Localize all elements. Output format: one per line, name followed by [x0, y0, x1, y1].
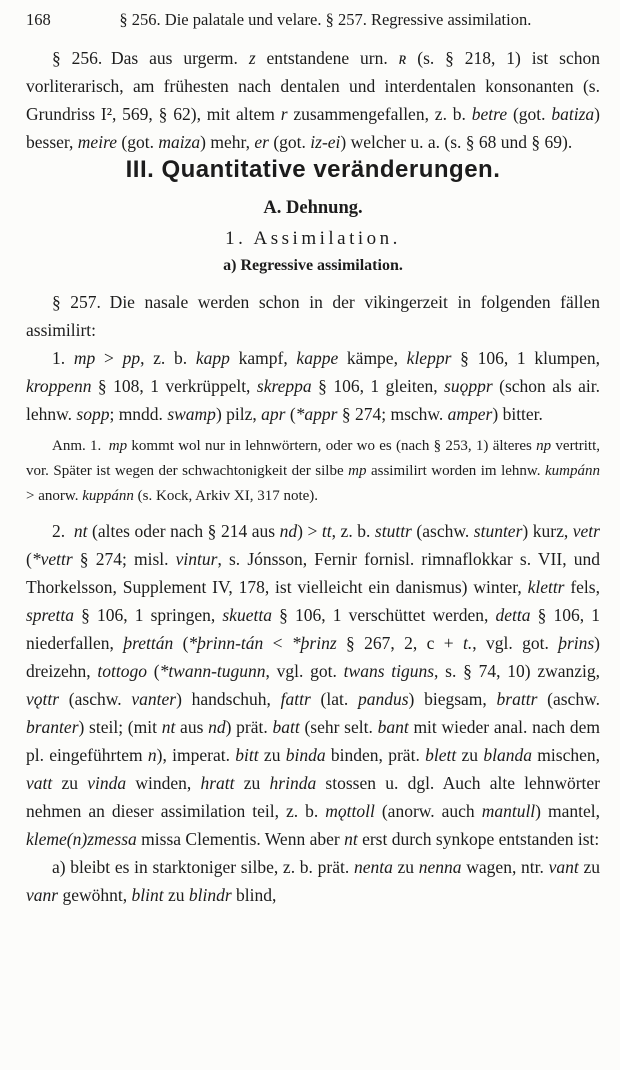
- page-number: 168: [26, 10, 51, 29]
- paragraph-257-intro: § 257. Die nasale werden schon in der vikingerzeit in folgenden fällen assimilirt:: [26, 292, 600, 340]
- running-header: [26, 10, 600, 30]
- section-heading-dehnung: A. Dehnung.: [263, 198, 363, 218]
- paragraph-item-2: 2. nt (altes oder nach § 214 aus nd) > tt, z. b. stuttr (aschw. stunter) kurz, vetr (*vettr § 274; misl. vintur, s. Jónsson, Fernir fornisl. rimnaflokkar s. VII, und Thorkelsson, Supplement IV, 178, ist vielleicht ein danismus) winter, klettr fels, spretta § 106, 1 springen, skuetta § 106, 1 verschüttet werden, detta § 106, 1 niederfallen, þrettán (*þrinn-tán < *þrinz § 267, 2, c + t., vgl. got. þrins) dreizehn, tottogo (*twann-tugunn, vgl. got. twans tiguns, s. § 74, 10) zwanzig, vǫttr (aschw. vanter) handschuh, fattr (lat. pandus) biegsam, brattr (aschw. branter) steil; (mit nt aus nd) prät. batt (sehr selt. bant mit wieder anal. nach dem pl. eingeführtem n), imperat. bitt zu binda binden, prät. blett zu blanda mischen, vatt zu vinda winden, hratt zu hrinda stossen u. dgl. Auch alte lehnwörter nehmen an dieser assimilation teil, z. b. mǫttoll (anorw. auch mantull) mantel, kleme(n)zmessa missa Clementis. Wenn aber nt erst durch synkope entstanden ist:: [26, 521, 601, 849]
- paragraph-256: § 256. Das aus urgerm. z entstandene urn. ʀ (s. § 218, 1) ist schon vorliterarisch, am frühesten nach dentalen und interdentalen konsonanten (s. Grundriss I², 569, § 62), mit altem r zusammengefallen, z. b. betre (got. batiza) besser, meire (got. maiza) mehr, er (got. iz-ei) welcher u. a. (s. § 68 und § 69).: [26, 48, 601, 152]
- paragraph-item-1: 1. mp > pp, z. b. kapp kampf, kappe kämpe, kleppr § 106, 1 klumpen, kroppenn § 108, 1 verkrüppelt, skreppa § 106, 1 gleiten, suǫppr (schon als air. lehnw. sopp; mndd. swamp) pilz, apr (*appr § 274; mschw. amper) bitter.: [26, 348, 600, 424]
- subsection-heading-regressive: a) Regressive assimilation.: [223, 257, 403, 274]
- paragraph-item-a: a) bleibt es in starktoniger silbe, z. b. prät. nenta zu nenna wagen, ntr. vant zu vanr gewöhnt, blint zu blindr blind,: [26, 857, 600, 905]
- paragraph-anmerkung-1: Anm. 1. mp kommt wol nur in lehnwörtern, oder wo es (nach § 253, 1) älteres np vertritt, vor. Später ist wegen der schwachtonigkeit der silbe mp assimilirt worden im lehnw. kumpánn > anorw. kuppánn (s. Kock, Arkiv XI, 317 note).: [26, 438, 600, 504]
- running-header-text: § 256. Die palatale und velare. § 257. Regressive assimilation.: [119, 10, 532, 29]
- chapter-heading: III. Quantitative veränderungen.: [125, 156, 501, 183]
- subsection-heading-assimilation: 1. Assimilation.: [225, 228, 401, 249]
